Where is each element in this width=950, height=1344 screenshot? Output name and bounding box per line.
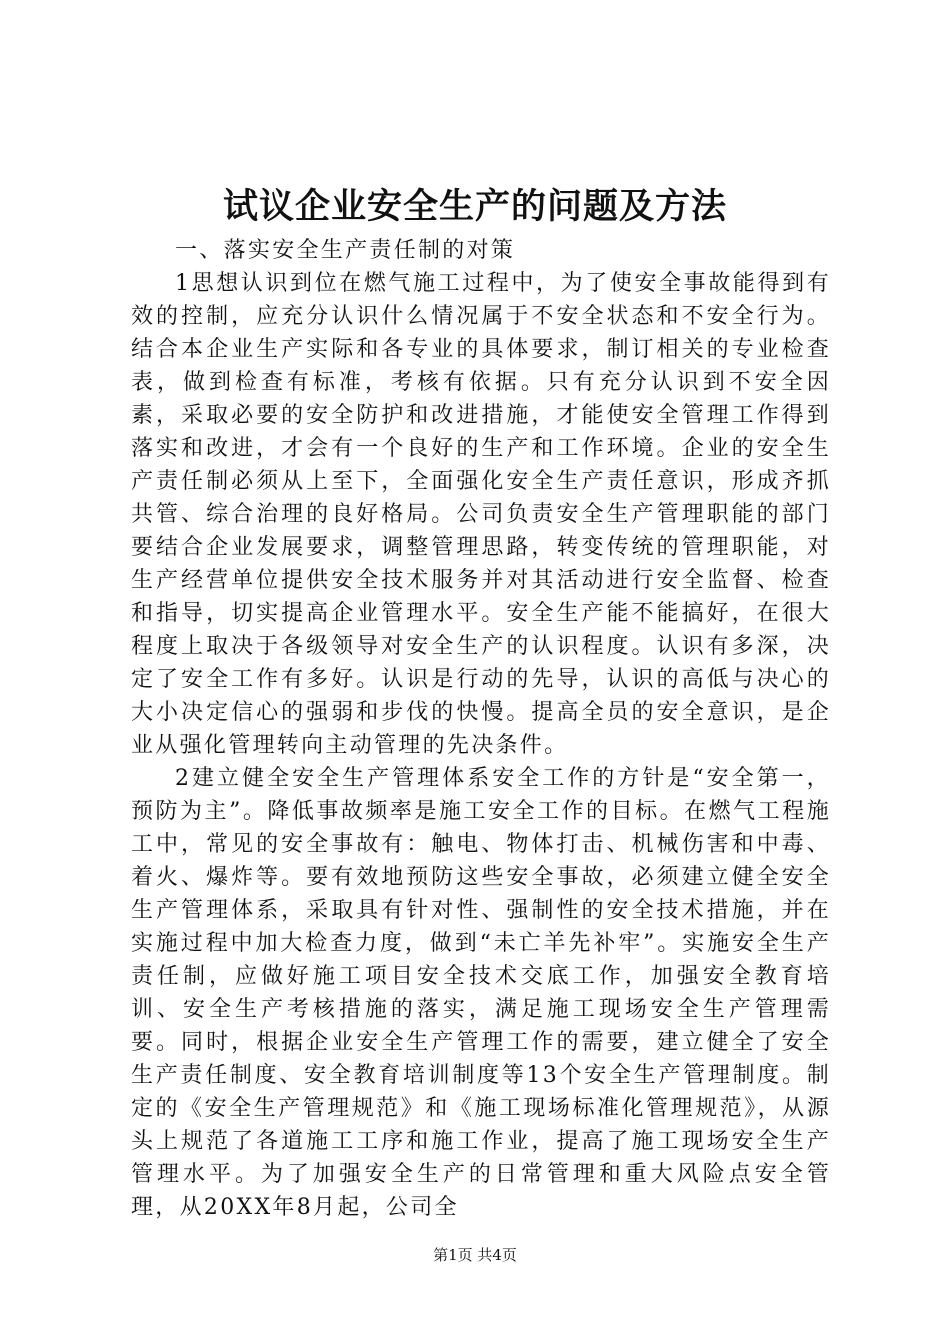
page-number-footer: 第1页 共4页: [433, 1246, 517, 1264]
document-title: 试议企业安全生产的问题及方法: [222, 186, 727, 227]
document-body: [131, 234, 831, 1224]
paragraph-2: 2建立健全安全生产管理体系安全工作的方针是“安全第一，预防为主”。降低事故频率是施工安全工作的目标。在燃气工程施工中，常见的安全事故有：触电、物体打击、机械伤害和中毒、着火、爆炸等。要有效地预防这些安全事故，必须建立健全安全生产管理体系，采取具有针对性、强制性的安全技术措施，并在实施过程中加大检查力度，做到“未亡羊先补牢”。实施安全生产责任制，应做好施工项目安全技术交底工作，加强安全教育培训、安全生产考核措施的落实，满足施工现场安全生产管理需要。同时，根据企业安全生产管理工作的需要，建立健全了安全生产责任制度、安全教育培训制度等13个安全生产管理制度。制定的《安全生产管理规范》和《施工现场标准化管理规范》，从源头上规范了各道施工工序和施工作业，提高了施工现场安全生产管理水平。为了加强安全生产的日常管理和重大风险点安全管理，从20XX年8月起，公司全: [131, 766, 831, 1220]
paragraph-1: 1思想认识到位在燃气施工过程中，为了使安全事故能得到有效的控制，应充分认识什么情况属于不安全状态和不安全行为。结合本企业生产实际和各专业的具体要求，制订相关的专业检查表，做到检查有标准，考核有依据。只有充分认识到不安全因素，采取必要的安全防护和改进措施，才能使安全管理工作得到落实和改进，才会有一个良好的生产和工作环境。企业的安全生产责任制必须从上至下，全面强化安全生产责任意识，形成齐抓共管、综合治理的良好格局。公司负责安全生产管理职能的部门要结合企业发展要求，调整管理思路，转变传统的管理职能，对生产经营单位提供安全技术服务并对其活动进行安全监督、检查和指导，切实提高企业管理水平。安全生产能不能搞好，在很大程度上取决于各级领导对安全生产的认识程度。认识有多深，决定了安全工作有多好。认识是行动的先导，认识的高低与决心的大小决定信心的强弱和步伐的快慢。提高全员的安全意识，是企业从强化管理转向主动管理的先决条件。: [131, 271, 831, 758]
section-heading: 一、落实安全生产责任制的对策: [175, 238, 516, 263]
